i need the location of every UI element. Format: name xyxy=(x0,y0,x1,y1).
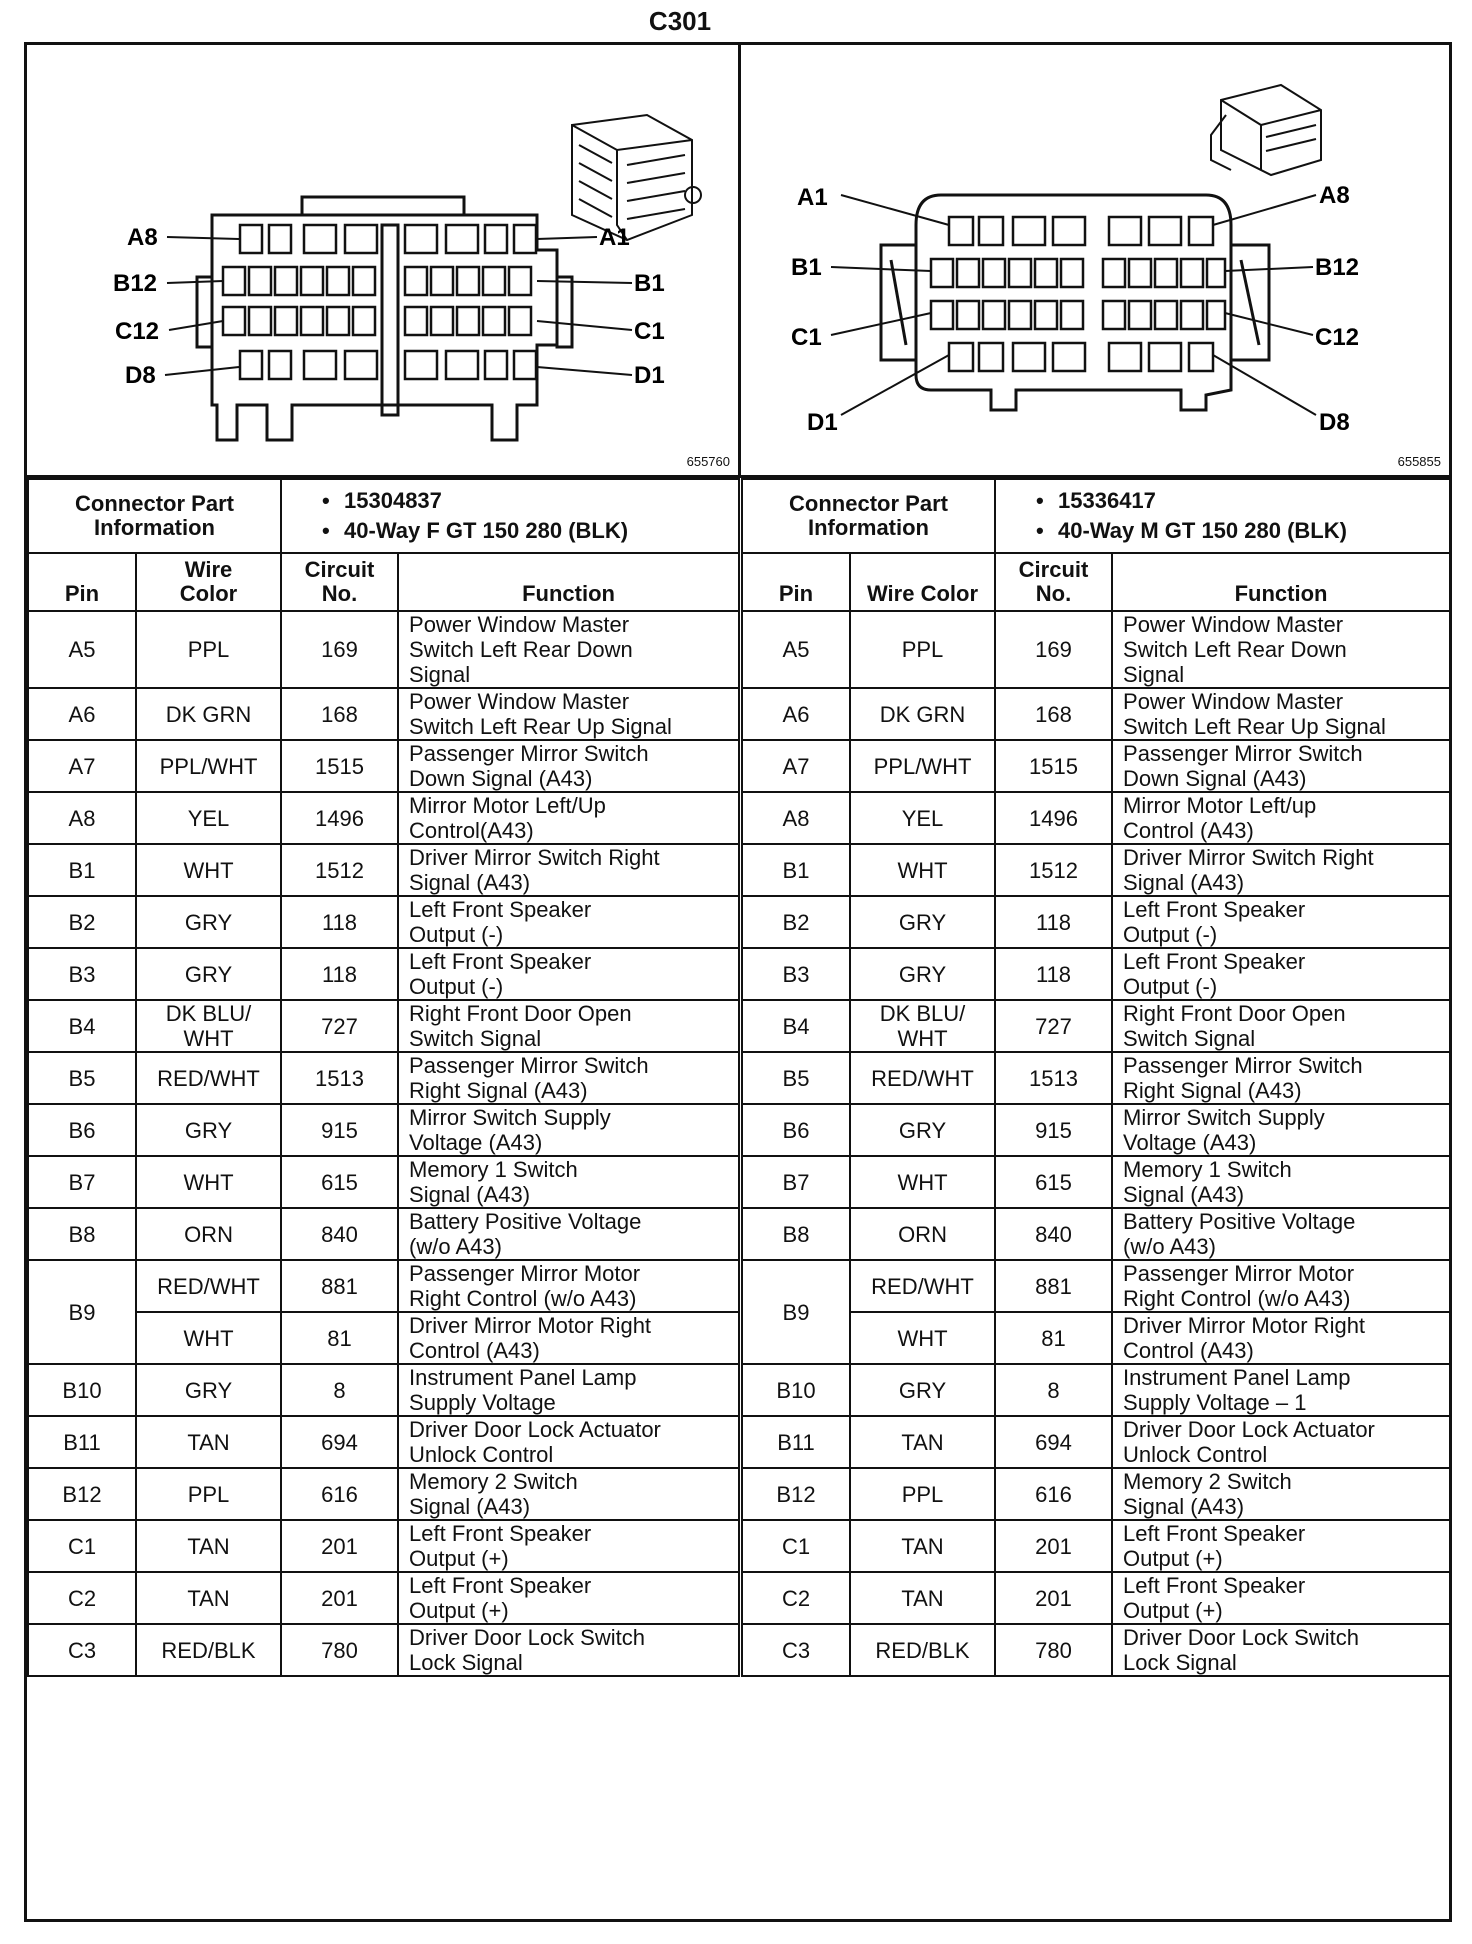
connector-info-row xyxy=(742,479,1450,553)
function-header: Function xyxy=(398,553,739,611)
pin-label-b1: B1 xyxy=(634,270,665,297)
table-row: A6 DK GRN 168 Power Window Master Switch Left Rear Up Signal xyxy=(28,688,739,740)
connector-info-row xyxy=(28,479,739,553)
table-row: B5 RED/WHT 1513 Passenger Mirror Switch Right Signal (A43) xyxy=(28,1052,739,1104)
wire-color-header: Wire Color xyxy=(136,553,281,611)
pin-label-d1: D1 xyxy=(634,362,665,389)
table-row: C3 RED/BLK 780 Driver Door Lock Switch Lock Signal xyxy=(28,1624,739,1676)
header-row xyxy=(742,553,1450,611)
table-row: A8 YEL 1496 Mirror Motor Left/Up Control(A43) xyxy=(28,792,739,844)
table-row: B4 DK BLU/ WHT 727 Right Front Door Open Switch Signal xyxy=(742,1000,1450,1052)
table-row: A7 PPL/WHT 1515 Passenger Mirror Switch Down Signal (A43) xyxy=(28,740,739,792)
table-row: WHT 81 Driver Mirror Motor Right Control (A43) xyxy=(28,1312,739,1364)
pin-label-d8: D8 xyxy=(125,362,156,389)
male-connector-diagram xyxy=(741,45,1449,475)
pin-label-a1: A1 xyxy=(599,224,630,251)
pin-label-d1: D1 xyxy=(807,409,838,436)
part-number: 15336417 xyxy=(1058,488,1156,513)
circuit-header: Circuit No. xyxy=(281,553,398,611)
wire-color-header: Wire Color xyxy=(850,553,995,611)
female-connector-face-drawing xyxy=(27,45,738,475)
connector-info-values: • 15304837 • 40-Way F GT 150 280 (BLK) xyxy=(281,479,739,553)
pin-header: Pin xyxy=(742,553,850,611)
pin-label-a8: A8 xyxy=(127,224,158,251)
connector-sheet xyxy=(24,42,1452,1922)
table-row: B12 PPL 616 Memory 2 Switch Signal (A43) xyxy=(742,1468,1450,1520)
table-row: B1 WHT 1512 Driver Mirror Switch Right Signal (A43) xyxy=(742,844,1450,896)
table-row: B2 GRY 118 Left Front Speaker Output (-) xyxy=(28,896,739,948)
connector-info-values: • 15336417 • 40-Way M GT 150 280 (BLK) xyxy=(995,479,1450,553)
pin-label-c12: C12 xyxy=(1315,324,1360,351)
table-row: B4 DK BLU/ WHT 727 Right Front Door Open Switch Signal xyxy=(28,1000,739,1052)
table-row: B11 TAN 694 Driver Door Lock Actuator Unlock Control xyxy=(28,1416,739,1468)
table-row: B10 GRY 8 Instrument Panel Lamp Supply Voltage – 1 xyxy=(742,1364,1450,1416)
pin-label-d8: D8 xyxy=(1319,409,1350,436)
pin-label-c12: C12 xyxy=(115,318,160,345)
pin-label-a8: A8 xyxy=(1319,182,1350,209)
table-row: B3 GRY 118 Left Front Speaker Output (-) xyxy=(28,948,739,1000)
connector-info-label: Connector Part Information xyxy=(28,479,281,553)
pin-label-c1: C1 xyxy=(791,324,822,351)
table-row: B11 TAN 694 Driver Door Lock Actuator Unlock Control xyxy=(742,1416,1450,1468)
table-row: B6 GRY 915 Mirror Switch Supply Voltage (A43) xyxy=(28,1104,739,1156)
connector-description: 40-Way M GT 150 280 (BLK) xyxy=(1058,518,1347,543)
table-row: C2 TAN 201 Left Front Speaker Output (+) xyxy=(28,1572,739,1624)
table-row: A5 PPL 169 Power Window Master Switch Left Rear Down Signal xyxy=(28,611,739,688)
table-row: C3 RED/BLK 780 Driver Door Lock Switch Lock Signal xyxy=(742,1624,1450,1676)
pin-label-b12: B12 xyxy=(1315,254,1360,281)
table-row: B12 PPL 616 Memory 2 Switch Signal (A43) xyxy=(28,1468,739,1520)
connector-diagrams xyxy=(27,45,1449,478)
connector-title: C301 xyxy=(648,6,712,36)
table-row: B10 GRY 8 Instrument Panel Lamp Supply Voltage xyxy=(28,1364,739,1416)
pin-label-a1: A1 xyxy=(797,184,828,211)
table-row: C1 TAN 201 Left Front Speaker Output (+) xyxy=(28,1520,739,1572)
pin-label-c1: C1 xyxy=(634,318,665,345)
table-row: B8 ORN 840 Battery Positive Voltage (w/o A43) xyxy=(28,1208,739,1260)
table-row: WHT 81 Driver Mirror Motor Right Control (A43) xyxy=(742,1312,1450,1364)
table-row: B9 RED/WHT 881 Passenger Mirror Motor Right Control (w/o A43) xyxy=(28,1260,739,1312)
male-connector-face-drawing xyxy=(741,45,1449,475)
pin-header: Pin xyxy=(28,553,136,611)
pin-label-b12: B12 xyxy=(113,270,158,297)
function-header: Function xyxy=(1112,553,1450,611)
table-row: B1 WHT 1512 Driver Mirror Switch Right Signal (A43) xyxy=(28,844,739,896)
table-row: A6 DK GRN 168 Power Window Master Switch Left Rear Up Signal xyxy=(742,688,1450,740)
table-row: B5 RED/WHT 1513 Passenger Mirror Switch Right Signal (A43) xyxy=(742,1052,1450,1104)
connector-info-label: Connector Part Information xyxy=(742,479,995,553)
connector-description: 40-Way F GT 150 280 (BLK) xyxy=(344,518,629,543)
table-row: B7 WHT 615 Memory 1 Switch Signal (A43) xyxy=(742,1156,1450,1208)
table-row: B9 RED/WHT 881 Passenger Mirror Motor Right Control (w/o A43) xyxy=(742,1260,1450,1312)
table-row: B6 GRY 915 Mirror Switch Supply Voltage (A43) xyxy=(742,1104,1450,1156)
table-row: B3 GRY 118 Left Front Speaker Output (-) xyxy=(742,948,1450,1000)
pin-label-b1: B1 xyxy=(791,254,822,281)
table-row: B7 WHT 615 Memory 1 Switch Signal (A43) xyxy=(28,1156,739,1208)
female-connector-diagram xyxy=(27,45,741,475)
table-row: A5 PPL 169 Power Window Master Switch Left Rear Down Signal xyxy=(742,611,1450,688)
male-pinout-table xyxy=(741,478,1451,1677)
table-row: A7 PPL/WHT 1515 Passenger Mirror Switch Down Signal (A43) xyxy=(742,740,1450,792)
table-row: C2 TAN 201 Left Front Speaker Output (+) xyxy=(742,1572,1450,1624)
circuit-header: Circuit No. xyxy=(995,553,1112,611)
header-row xyxy=(28,553,739,611)
table-row: C1 TAN 201 Left Front Speaker Output (+) xyxy=(742,1520,1450,1572)
table-row: B8 ORN 840 Battery Positive Voltage (w/o A43) xyxy=(742,1208,1450,1260)
part-number: 15304837 xyxy=(344,488,442,513)
table-row: A8 YEL 1496 Mirror Motor Left/up Control (A43) xyxy=(742,792,1450,844)
figure-number: 655855 xyxy=(1397,454,1441,469)
table-row: B2 GRY 118 Left Front Speaker Output (-) xyxy=(742,896,1450,948)
female-pinout-table xyxy=(27,478,740,1677)
figure-number: 655760 xyxy=(686,454,730,469)
